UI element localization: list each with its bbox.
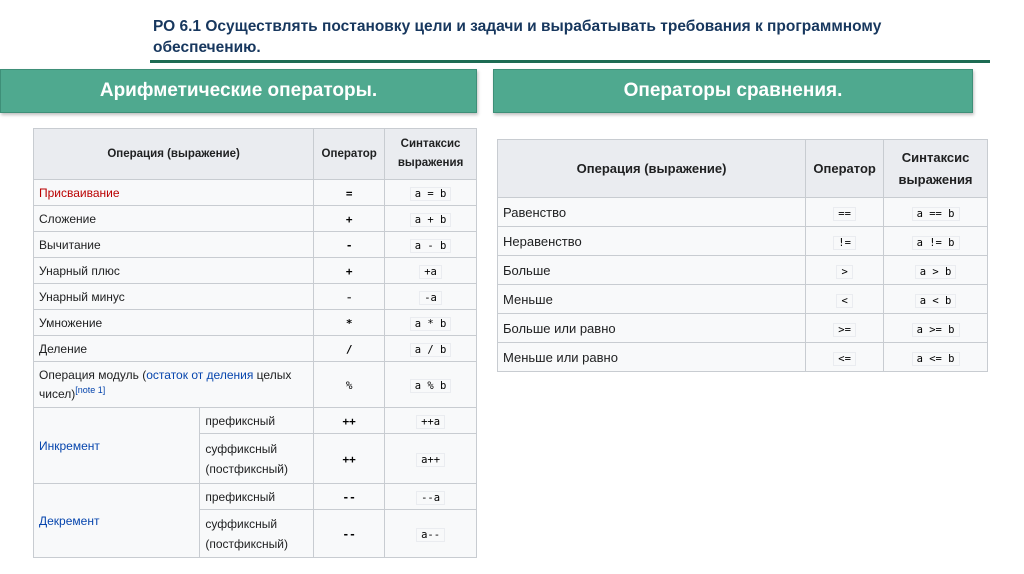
syntax-value: a-- [416,528,445,542]
operator-value: == [833,207,856,221]
syntax-value: a * b [410,317,452,331]
table-row [498,227,988,256]
table-header-row [498,140,988,198]
header-operator: Оператор [314,129,385,180]
table-row [498,343,988,372]
title-divider [150,60,990,63]
operator-value: - [345,290,353,304]
operation-name: Меньше или равно [498,343,806,372]
table-row [34,232,477,258]
operation-name: Сложение [34,206,314,232]
operator-value: >= [833,323,856,337]
syntax-value: a + b [410,213,452,227]
operator-value: + [345,212,353,226]
table-row [34,336,477,362]
modulo-prefix: Операция модуль ( [39,367,147,382]
increment-prefix-label: префиксный [200,408,314,434]
table-row [34,284,477,310]
header-operator: Оператор [806,140,884,198]
increment-postfix-label: суффиксный (постфиксный) [200,434,314,484]
operator-value: -- [342,490,356,504]
table-row [34,484,477,510]
operator-value: / [345,342,353,356]
slide-title: РО 6.1 Осуществлять постановку цели и задачи и вырабатывать требования к программному обеспечению. [153,18,882,56]
table-row [34,310,477,336]
header-operation: Операция (выражение) [498,140,806,198]
operator-value: ++ [342,452,356,466]
table-row [34,180,477,206]
operator-value: > [836,265,852,279]
increment-link[interactable]: Инкремент [39,438,100,453]
table-row [498,285,988,314]
arithmetic-operators-table [33,128,477,558]
syntax-value: a++ [416,453,445,467]
table-row [34,206,477,232]
operator-value: * [345,316,353,330]
decrement-link[interactable]: Декремент [39,513,100,528]
syntax-value: a <= b [912,352,960,366]
operation-name: Унарный минус [34,284,314,310]
header-syntax: Синтаксис выражения [385,129,477,180]
syntax-value: --a [416,491,445,505]
operator-value: = [345,186,353,200]
table-header-row [34,129,477,180]
operation-name: Меньше [498,285,806,314]
operation-name: Больше или равно [498,314,806,343]
table-row [34,258,477,284]
note-1-link[interactable]: [note 1] [75,384,106,395]
syntax-value: ++a [416,415,445,429]
syntax-value: a < b [915,294,957,308]
syntax-value: -a [419,291,442,305]
modulo-suffix: целых чисел) [39,367,292,401]
table-row [34,408,477,434]
table-row [498,314,988,343]
syntax-value: a % b [410,379,452,393]
header-syntax: Синтаксис выражения [884,140,988,198]
operation-name: Больше [498,256,806,285]
operation-name: Умножение [34,310,314,336]
syntax-value: a - b [410,239,452,253]
operation-name: Равенство [498,198,806,227]
operator-value: % [345,378,353,392]
header-operation: Операция (выражение) [34,129,314,180]
syntax-value: a != b [912,236,960,250]
syntax-value: +a [419,265,442,279]
syntax-value: a >= b [912,323,960,337]
operator-value: != [833,236,856,250]
operation-name: Неравенство [498,227,806,256]
operator-value: -- [342,527,356,541]
decrement-prefix-label: префиксный [200,484,314,510]
table-row [498,198,988,227]
operator-value: - [345,238,353,252]
operator-value: + [345,264,353,278]
syntax-value: a / b [410,343,452,357]
comparison-operators-table [497,139,988,372]
remainder-link[interactable]: остаток от деления [146,367,254,382]
operator-value: <= [833,352,856,366]
syntax-value: a = b [410,187,452,201]
syntax-value: a > b [915,265,957,279]
operation-name: Вычитание [34,232,314,258]
operator-value: < [836,294,852,308]
decrement-postfix-label: суффиксный (постфиксный) [200,510,314,558]
operation-name: Унарный плюс [34,258,314,284]
table-row [34,362,477,408]
operation-name: Деление [34,336,314,362]
assignment-link[interactable]: Присваивание [39,185,120,200]
operator-value: ++ [342,414,356,428]
comparison-banner: Операторы сравнения. [493,69,973,113]
table-row [498,256,988,285]
arithmetic-banner: Арифметические операторы. [0,69,477,113]
syntax-value: a == b [912,207,960,221]
